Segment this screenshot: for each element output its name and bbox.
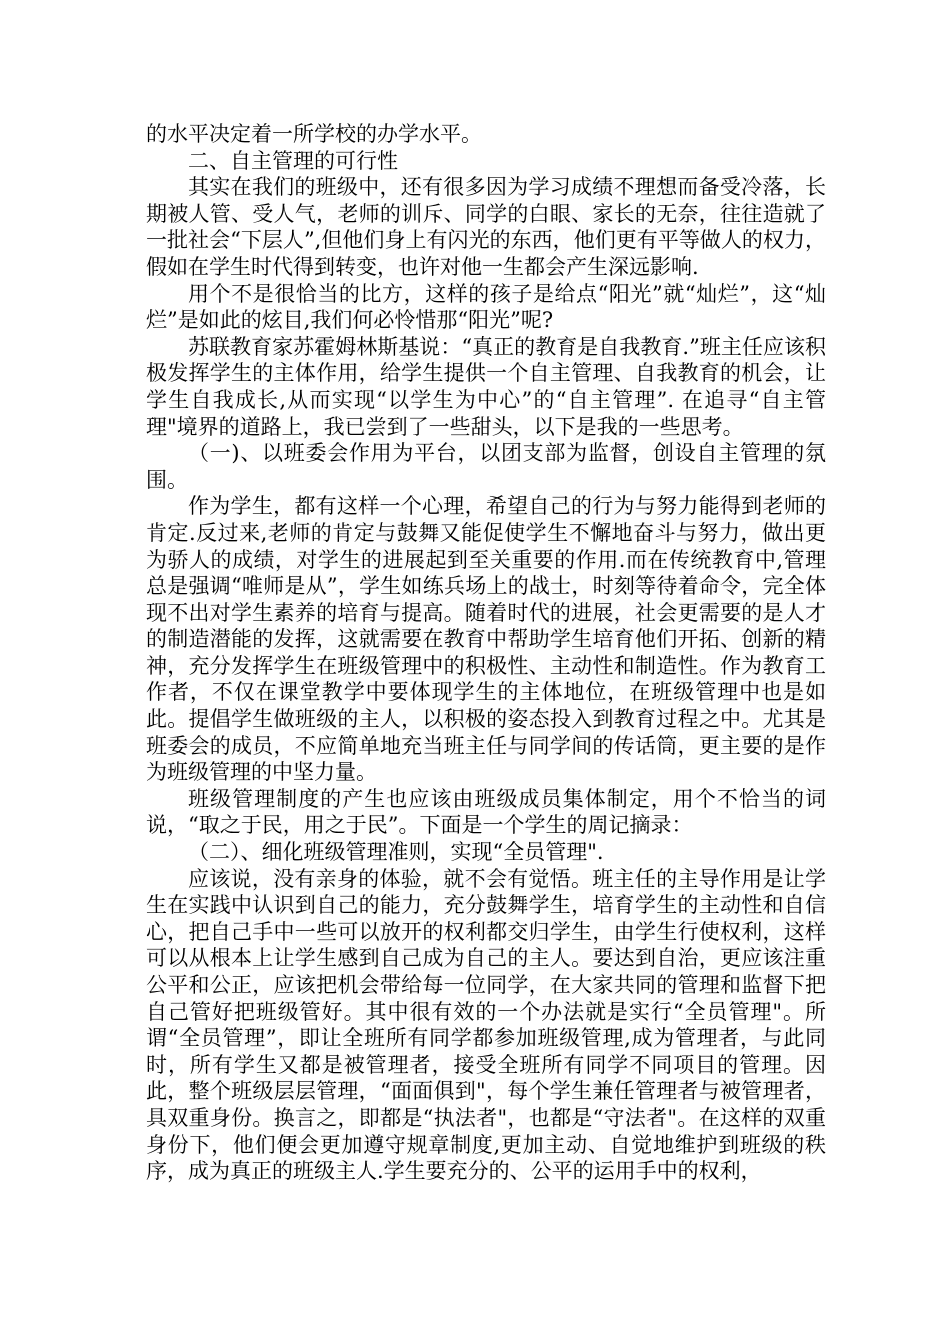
document-body	[146, 121, 826, 1185]
subsection-heading-1: （一)、以班委会作用为平台，以团支部为监督，创设自主管理的氛围。	[146, 441, 826, 492]
paragraph-3: 其实在我们的班级中，还有很多因为学习成绩不理想而备受冷落，长期被人管、受人气，老师的训斥、同学的白眼、家长的无奈，往往造就了一批社会“下层人”,但他们身上有闪光的东西，他们更有平等做人的权力，假如在学生时代得到转变，也许对他一生都会产生深远影响.	[146, 175, 826, 279]
paragraph-8: 班级管理制度的产生也应该由班级成员集体制定，用个不恰当的词说，“取之于民，用之于民”。下面是一个学生的周记摘录：	[146, 786, 826, 838]
paragraph-1: 的水平决定着一所学校的办学水平。	[146, 122, 482, 146]
paragraph-4: 用个不是很恰当的比方，这样的孩子是给点“阳光”就“灿烂”，这“灿烂”是如此的炫目,我们何必怜惜那“阳光”呢?	[146, 281, 826, 333]
paragraph-7: 作为学生，都有这样一个心理，希望自己的行为与努力能得到老师的肯定.反过来,老师的肯定与鼓舞又能促使学生不懈地奋斗与努力，做出更为骄人的成绩，对学生的进展起到至关重要的作用.而在传统教育中,管理总是强调“唯师是从”，学生如练兵场上的战士，时刻等待着命令，完全体现不出对学生素养的培育与提高。随着时代的进展，社会更需要的是人才的制造潜能的发挥，这就需要在教育中帮助学生培育他们开拓、创新的精神，充分发挥学生在班级管理中的积极性、主动性和制造性。作为教育工作者，不仅在课堂教学中要体现学生的主体地位，在班级管理中也是如此。提倡学生做班级的主人，以积极的姿态投入到教育过程之中。尤其是班委会的成员，不应简单地充当班主任与同学间的传话筒，更主要的是作为班级管理的中坚力量。	[146, 494, 826, 785]
section-heading-feasibility: 二、自主管理的可行性	[188, 148, 398, 173]
subsection-heading-2: （二）、细化班级管理准则，实现“全员管理".	[188, 840, 604, 865]
paragraph-5: 苏联教育家苏霍姆林斯基说：“真正的教育是自我教育.”班主任应该积极发挥学生的主体作用，给学生提供一个自主管理、自我教育的机会，让学生自我成长,从而实现“以学生为中心”的“自主管理”. 在追寻“自主管理"境界的道路上，我已尝到了一些甜头，以下是我的一些思考。	[146, 334, 826, 439]
paragraph-10: 应该说，没有亲身的体验，就不会有觉悟。班主任的主导作用是让学生在实践中认识到自己的能力，充分鼓舞学生，培育学生的主动性和自信心，把自己手中一些可以放开的权利都交归学生，由学生行使权利，这样可以从根本上让学生感到自己成为自己的主人。要达到自治，更应该注重公平和公正，应该把机会带给每一位同学，在大家共同的管理和监督下把自己管好把班级管好。其中很有效的一个办法就是实行“全员管理"。所谓“全员管理”，即让全班所有同学都参加班级管理,成为管理者，与此同时，所有学生又都是被管理者，接受全班所有同学不同项目的管理。因此，整个班级层层管理，“面面俱到"，每个学生兼任管理者与被管理者，具双重身份。换言之，即都是“执法者"，也都是“守法者"。在这样的双重身份下，他们便会更加遵守规章制度,更加主动、自觉地维护到班级的秩序，成为真正的班级主人.学生要充分的、公平的运用手中的权利，	[146, 866, 826, 1184]
